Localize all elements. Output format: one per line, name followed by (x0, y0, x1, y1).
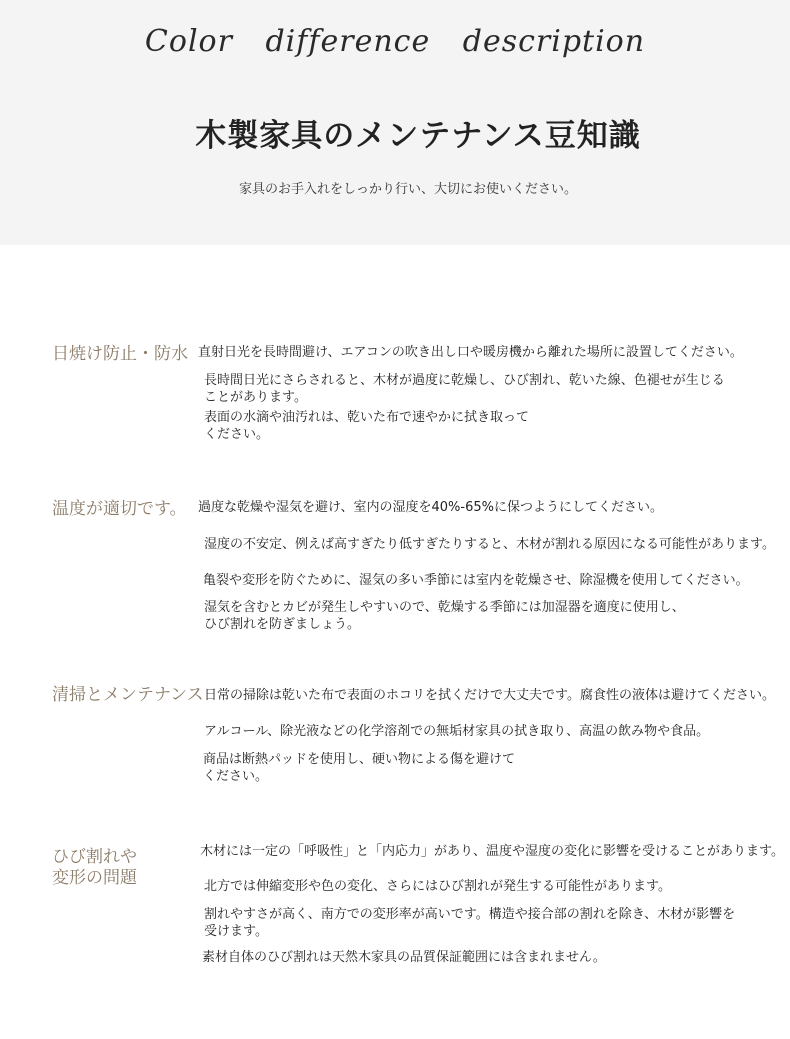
page-subtitle: 家具のお手入れをしっかり行い、大切にお使いください。 (238, 182, 577, 197)
section-lead: 直射日光を長時間避け、エアコンの吹き出し口や暖房機から離れた場所に設置してください。 (198, 345, 743, 360)
section-lead: 日常の掃除は乾いた布で表面のホコリを拭くだけで大丈夫です。腐食性の液体は避けてください。 (204, 688, 775, 703)
script-title: Color difference description (144, 24, 646, 59)
section-title-cleaning: 清掃とメンテナンス (52, 685, 204, 705)
section-lead: 木材には一定の「呼吸性」と「内応力」があり、温度や湿度の変化に影響を受けることがあります。 (200, 844, 784, 859)
section-paragraph: 商品は断熱パッドを使用し、硬い物による傷を避けてください。 (203, 752, 516, 784)
section-title-humidity: 温度が適切です。 (52, 499, 187, 519)
section-paragraph: 湿気を含むとカビが発生しやすいので、乾燥する季節には加湿器を適度に使用し、ひび割れを防ぎましょう。 (204, 600, 685, 632)
section-paragraph: 割れやすさが高く、南方での変形率が高いです。構造や接合部の割れを除き、木材が影響を受けます。 (204, 907, 736, 939)
section-paragraph: 表面の水滴や油汚れは、乾いた布で速やかに拭き取ってください。 (204, 410, 530, 442)
section-title-sun-water: 日焼け防止・防水 (52, 344, 188, 364)
page-title: 木製家具のメンテナンス豆知識 (195, 118, 641, 154)
section-paragraph: 素材自体のひび割れは天然木家具の品質保証範囲には含まれません。 (202, 950, 606, 965)
section-lead: 過度な乾燥や湿気を避け、室内の湿度を40%-65%に保つようにしてください。 (198, 500, 663, 515)
section-paragraph: 亀裂や変形を防ぐために、湿気の多い季節には室内を乾燥させ、除湿機を使用してください。 (203, 573, 749, 588)
section-paragraph: 湿度の不安定、例えば高すぎたり低すぎたりすると、木材が割れる原因になる可能性があります。 (204, 537, 775, 552)
section-title-cracks-line2: 変形の問題 (52, 868, 137, 888)
header-banner (0, 0, 790, 245)
section-paragraph: 長時間日光にさらされると、木材が過度に乾燥し、ひび割れ、乾いた線、色褪せが生じることがあります。 (204, 373, 725, 405)
section-paragraph: 北方では伸縮変形や色の変化、さらにはひび割れが発生する可能性があります。 (204, 879, 671, 894)
section-title-cracks-line1: ひび割れや (52, 847, 137, 867)
section-paragraph: アルコール、除光液などの化学溶剤での無垢材家具の拭き取り、高温の飲み物や食品。 (204, 724, 710, 739)
